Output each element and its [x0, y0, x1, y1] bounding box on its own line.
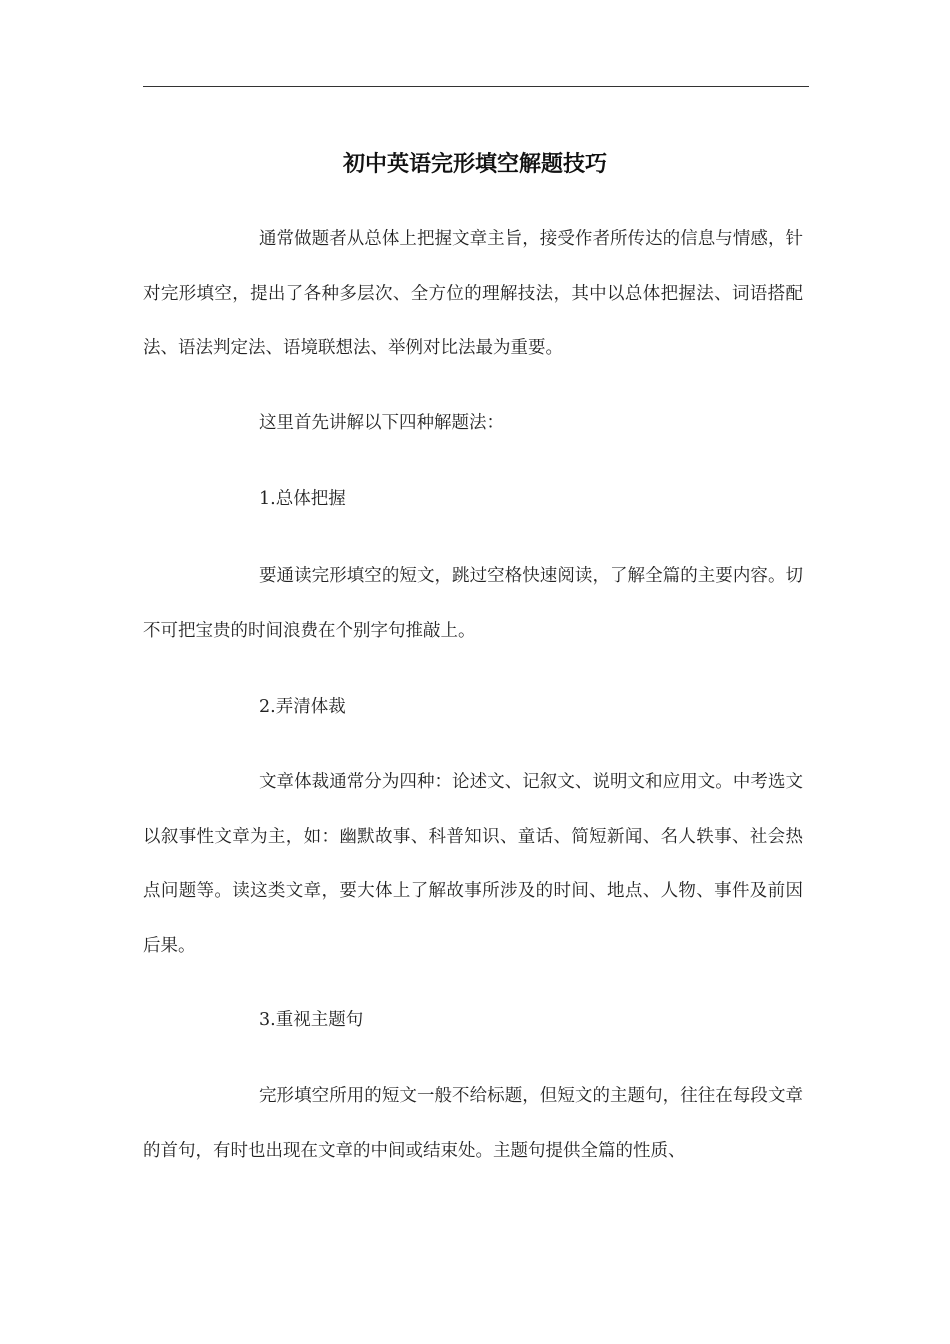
- header-rule: [143, 86, 809, 87]
- paragraph-overall-grasp: 要通读完形填空的短文，跳过空格快速阅读，了解全篇的主要内容。切不可把宝贵的时间浪费在个别字句推敲上。: [143, 566, 803, 641]
- paragraph-methods-intro: 这里首先讲解以下四种解题法：: [259, 413, 504, 433]
- paragraph-genre: 文章体裁通常分为四种：论述文、记叙文、说明文和应用文。中考选文以叙事性文章为主，如：幽默故事、科普知识、童话、简短新闻、名人轶事、社会热点问题等。读这类文章，要大体上了解故事所涉及的时间、地点、人物、事件及前因后果。: [143, 772, 803, 956]
- document-title: 初中英语完形填空解题技巧: [342, 151, 607, 177]
- paragraph-intro: 通常做题者从总体上把握文章主旨，接受作者所传达的信息与情感，针对完形填空，提出了各种多层次、全方位的理解技法，其中以总体把握法、词语搭配法、语法判定法、语境联想法、举例对比法最为重要。: [143, 229, 803, 358]
- heading-overall-grasp: 1.总体把握: [259, 489, 346, 509]
- heading-genre: 2.弄清体裁: [259, 697, 346, 717]
- paragraph-topic-sentence: 完形填空所用的短文一般不给标题，但短文的主题句，往往在每段文章的首句，有时也出现在文章的中间或结束处。主题句提供全篇的性质、: [143, 1086, 803, 1161]
- heading-topic-sentence: 3.重视主题句: [259, 1010, 364, 1030]
